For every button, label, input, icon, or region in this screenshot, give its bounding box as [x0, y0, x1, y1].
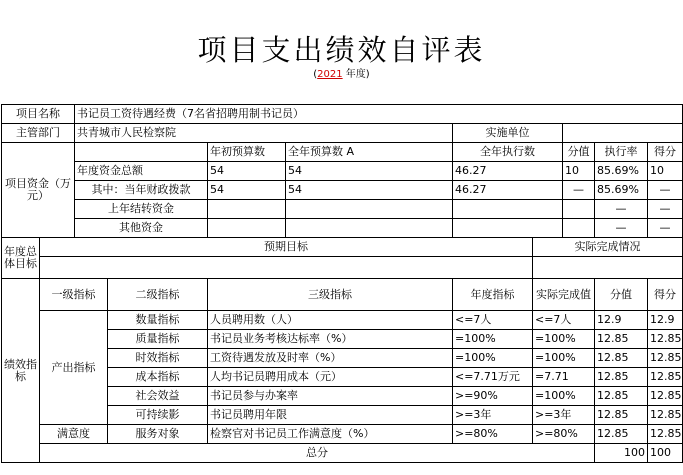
fund-score: 10 — [563, 162, 595, 181]
expected-goal-value — [40, 257, 533, 279]
project-name-value: 书记员工资待遇经费（7名省招聘用制书记员） — [75, 105, 683, 124]
actual-cell: =100% — [533, 349, 595, 368]
score-cell: 12.9 — [595, 311, 648, 330]
actual-cell: >=80% — [533, 425, 595, 444]
header-ind-points: 得分 — [648, 279, 683, 311]
form-title: 项目支出绩效自评表 — [197, 33, 486, 67]
score-cell: 12.85 — [595, 406, 648, 425]
target-cell: >=90% — [453, 387, 533, 406]
header-executed: 全年执行数 — [453, 143, 563, 162]
header-initial-budget: 年初预算数 — [208, 143, 286, 162]
fund-row-label: 上年结转资金 — [75, 200, 208, 219]
target-cell: =100% — [453, 330, 533, 349]
score-cell: 12.85 — [595, 425, 648, 444]
header-ind-score: 分值 — [595, 279, 648, 311]
fund-annual: 54 — [286, 181, 453, 200]
target-cell: >=3年 — [453, 406, 533, 425]
target-cell: <=7.71万元 — [453, 368, 533, 387]
fund-initial — [208, 219, 286, 238]
actual-result-value — [533, 257, 683, 279]
fund-rate: 85.69% — [595, 162, 648, 181]
target-cell: >=80% — [453, 425, 533, 444]
fund-row-label: 其他资金 — [75, 219, 208, 238]
fund-initial: 54 — [208, 181, 286, 200]
target-cell: <=7人 — [453, 311, 533, 330]
level3-cell: 书记员参与办案率 — [208, 387, 453, 406]
goals-label: 年度总体目标 — [2, 238, 40, 279]
year-open: ( — [313, 69, 318, 80]
total-score: 100 — [595, 444, 648, 463]
points-cell: 12.85 — [648, 425, 683, 444]
level2-cell: 成本指标 — [108, 368, 208, 387]
fund-executed — [453, 200, 563, 219]
points-cell: 12.85 — [648, 387, 683, 406]
actual-cell: <=7人 — [533, 311, 595, 330]
level2-cell: 服务对象 — [108, 425, 208, 444]
fund-points: — — [648, 219, 683, 238]
level3-cell: 书记员聘用年限 — [208, 406, 453, 425]
actual-cell: =100% — [533, 387, 595, 406]
points-cell: 12.85 — [648, 368, 683, 387]
actual-result-header: 实际完成情况 — [533, 238, 683, 257]
year-line — [0, 65, 683, 80]
unit-value — [563, 124, 683, 143]
fund-score — [563, 219, 595, 238]
output-indicator-label: 产出指标 — [40, 311, 108, 425]
level2-cell: 质量指标 — [108, 330, 208, 349]
points-cell: 12.85 — [648, 406, 683, 425]
fund-row-label: 其中：当年财政拨款 — [75, 181, 208, 200]
level3-cell: 书记员业务考核达标率（%） — [208, 330, 453, 349]
header-level1: 一级指标 — [40, 279, 108, 311]
unit-label: 实施单位 — [453, 124, 563, 143]
funds-header-blank — [75, 143, 208, 162]
dept-value: 共青城市人民检察院 — [75, 124, 453, 143]
actual-cell: =7.71 — [533, 368, 595, 387]
year-close: 年度) — [342, 69, 370, 80]
level3-cell: 检察官对书记员工作满意度（%） — [208, 425, 453, 444]
score-cell: 12.85 — [595, 387, 648, 406]
header-score: 分值 — [563, 143, 595, 162]
target-cell: =100% — [453, 349, 533, 368]
project-name-label: 项目名称 — [2, 105, 75, 124]
expected-goal-header: 预期目标 — [40, 238, 533, 257]
dept-label: 主管部门 — [2, 124, 75, 143]
indicators-label: 绩效指标 — [2, 279, 40, 463]
fund-rate: 85.69% — [595, 181, 648, 200]
level3-cell: 人员聘用数（人） — [208, 311, 453, 330]
fund-row-label: 年度资金总额 — [75, 162, 208, 181]
fund-points: — — [648, 181, 683, 200]
level2-cell: 时效指标 — [108, 349, 208, 368]
points-cell: 12.9 — [648, 311, 683, 330]
fund-points: — — [648, 200, 683, 219]
fund-executed: 46.27 — [453, 181, 563, 200]
header-actual: 实际完成值 — [533, 279, 595, 311]
level2-cell: 数量指标 — [108, 311, 208, 330]
fund-executed: 46.27 — [453, 162, 563, 181]
satisfaction-indicator-label: 满意度 — [40, 425, 108, 444]
fund-score: — — [563, 181, 595, 200]
fund-initial: 54 — [208, 162, 286, 181]
header-target: 年度指标 — [453, 279, 533, 311]
header-points: 得分 — [648, 143, 683, 162]
level3-cell: 工资待遇发放及时率（%） — [208, 349, 453, 368]
header-level3: 三级指标 — [208, 279, 453, 311]
fund-rate: — — [595, 219, 648, 238]
funds-label: 项目资金（万元） — [2, 143, 75, 238]
total-points: 100 — [648, 444, 683, 463]
year-value: 2021 — [317, 69, 343, 80]
fund-annual — [286, 200, 453, 219]
score-cell: 12.85 — [595, 330, 648, 349]
actual-cell: =100% — [533, 330, 595, 349]
evaluation-table — [1, 104, 683, 463]
score-cell: 12.85 — [595, 349, 648, 368]
points-cell: 12.85 — [648, 330, 683, 349]
fund-executed — [453, 219, 563, 238]
fund-points: 10 — [648, 162, 683, 181]
fund-score — [563, 200, 595, 219]
points-cell: 12.85 — [648, 349, 683, 368]
level3-cell: 人均书记员聘用成本（元） — [208, 368, 453, 387]
fund-annual: 54 — [286, 162, 453, 181]
level2-cell: 可持续影 — [108, 406, 208, 425]
score-cell: 12.85 — [595, 368, 648, 387]
header-rate: 执行率 — [595, 143, 648, 162]
fund-annual — [286, 219, 453, 238]
header-annual-budget: 全年预算数 A — [286, 143, 453, 162]
actual-cell: >=3年 — [533, 406, 595, 425]
total-label: 总分 — [40, 444, 595, 463]
fund-initial — [208, 200, 286, 219]
fund-rate: — — [595, 200, 648, 219]
header-level2: 二级指标 — [108, 279, 208, 311]
level2-cell: 社会效益 — [108, 387, 208, 406]
